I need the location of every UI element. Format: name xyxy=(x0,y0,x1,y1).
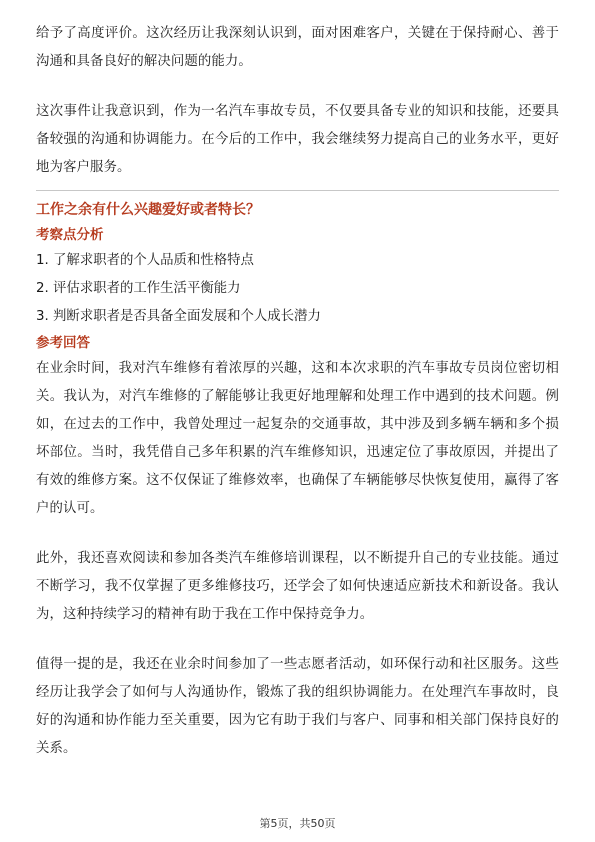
paragraph-spacer xyxy=(36,76,559,98)
answer-paragraph: 此外，我还喜欢阅读和参加各类汽车维修培训课程，以不断提升自己的专业技能。通过不断学习，我不仅掌握了更多维修技巧，还学会了如何快速适应新技术和新设备。我认为，这种持续学习的精神有助于我在工作中保持竞争力。 xyxy=(36,551,559,622)
paragraph-spacer xyxy=(36,523,559,545)
intro-paragraph: 这次事件让我意识到，作为一名汽车事故专员，不仅要具备专业的知识和技能，还要具备较强的沟通和协调能力。在今后的工作中，我会继续努力提高自己的业务水平，更好地为客户服务。 xyxy=(36,104,559,175)
page-number: 第5页，共50页 xyxy=(259,817,336,830)
intro-paragraph: 给予了高度评价。这次经历让我深刻认识到，面对困难客户，关键在于保持耐心、善于沟通和具备良好的解决问题的能力。 xyxy=(36,26,559,69)
analysis-item: 2. 评估求职者的工作生活平衡能力 xyxy=(36,281,241,296)
paragraph-spacer xyxy=(36,629,559,651)
answer-paragraph: 在业余时间，我对汽车维修有着浓厚的兴趣，这和本次求职的汽车事故专员岗位密切相关。我认为，对汽车维修的了解能够让我更好地理解和处理工作中遇到的技术问题。例如，在过去的工作中，我曾处理过一起复杂的交通事故，其中涉及到多辆车辆和多个损坏部位。当时，我凭借自己多年积累的汽车维修知识，迅速定位了事故原因，并提出了有效的维修方案。这不仅保证了维修效率，也确保了车辆能够尽快恢复使用，赢得了客户的认可。 xyxy=(36,361,559,516)
analysis-item: 1. 了解求职者的个人品质和性格特点 xyxy=(36,253,254,268)
analysis-item: 3. 判断求职者是否具备全面发展和个人成长潜力 xyxy=(36,309,321,324)
answer-label: 参考回答 xyxy=(36,335,90,351)
analysis-label: 考察点分析 xyxy=(36,227,104,243)
question-heading: 工作之余有什么兴趣爱好或者特长？ xyxy=(36,202,260,218)
answer-paragraph: 值得一提的是，我还在业余时间参加了一些志愿者活动，如环保行动和社区服务。这些经历让我学会了如何与人沟通协作，锻炼了我的组织协调能力。在处理汽车事故时，良好的沟通和协作能力至关重要，因为它有助于我们与客户、同事和相关部门保持良好的关系。 xyxy=(36,657,559,756)
section-divider xyxy=(36,190,559,191)
page-content xyxy=(36,20,559,763)
